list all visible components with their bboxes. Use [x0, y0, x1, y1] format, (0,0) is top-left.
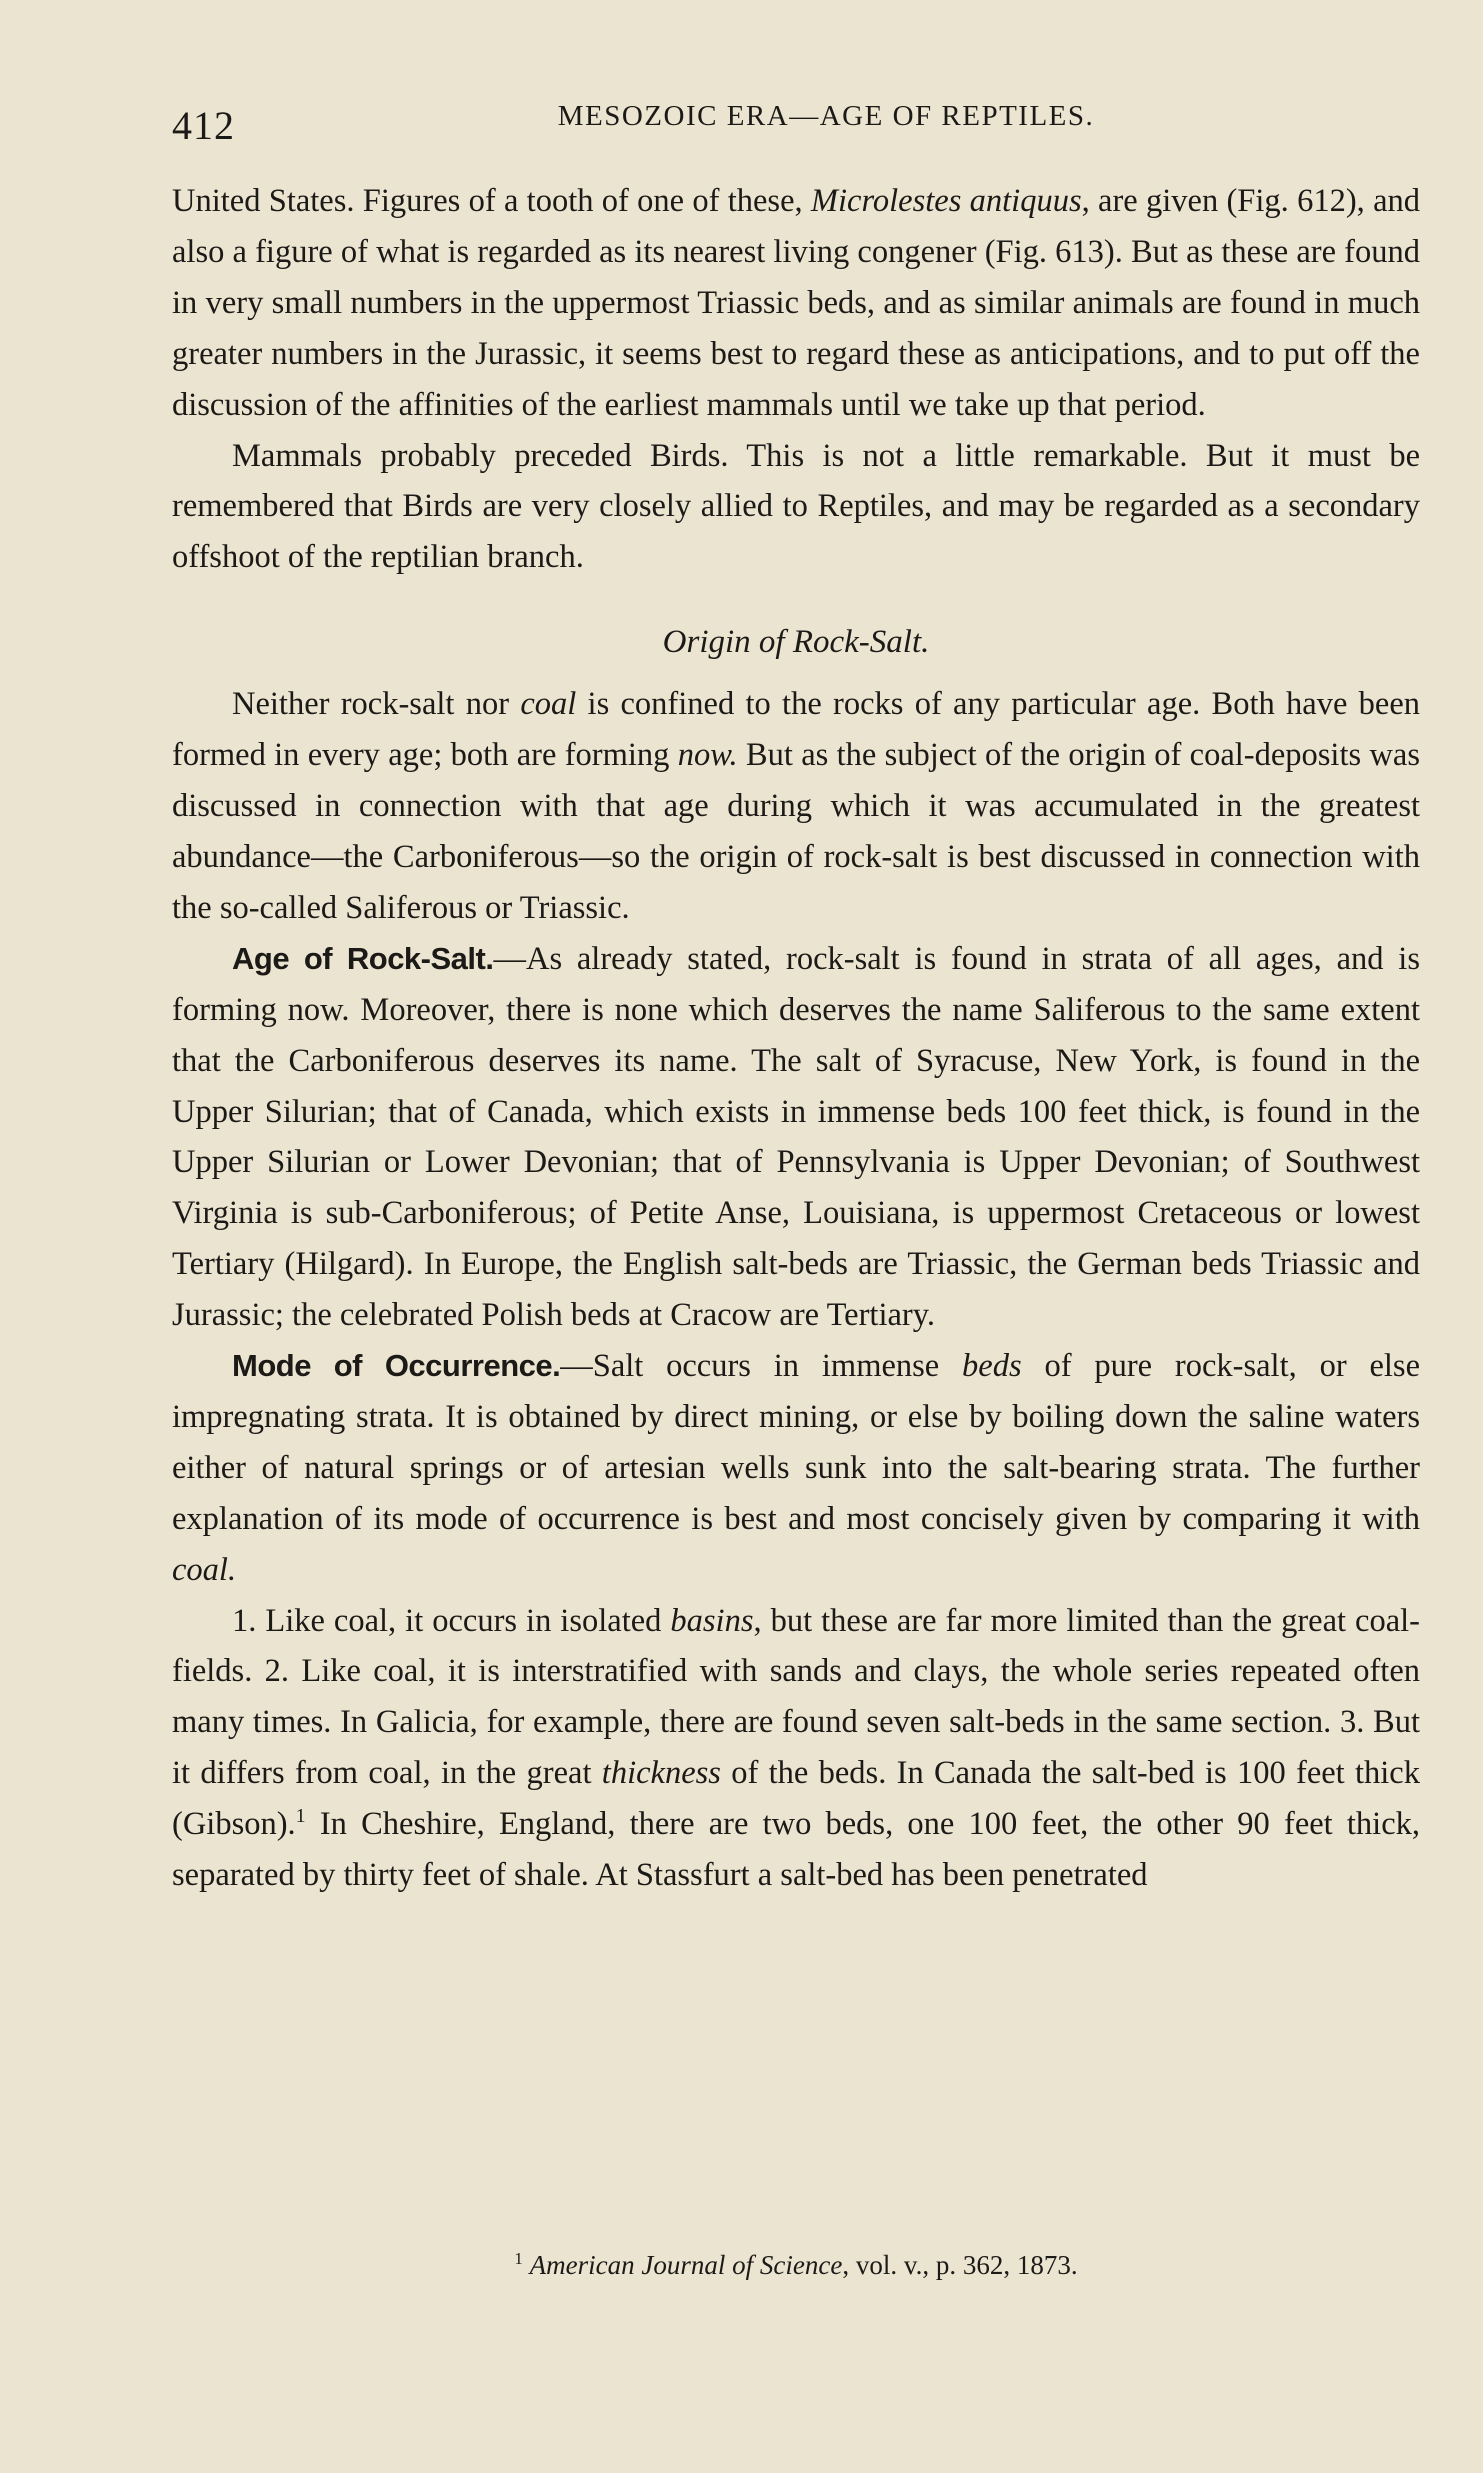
footnote-reference[interactable]: 1	[295, 1805, 306, 1828]
p6-text-c: of the beds. In Canada the salt-bed is 100 feet thick (Gibson).	[172, 1755, 1420, 1843]
footnote-marker: 1	[514, 2249, 523, 2268]
paragraph-1	[172, 176, 1420, 431]
paragraph-5	[172, 1341, 1420, 1596]
runin-heading-age: Age of Rock-Salt.	[232, 940, 494, 976]
p6-text-b: , but these are far more limited than the great coal-fields. 2. Like coal, it is interstratified with sands and clays, the whole series repeated often many times. In Galicia, for example, there are found seven salt-beds in the same section. 3. But it differs from coal, in the great	[172, 1602, 1420, 1792]
footnote-journal: American Journal of Science	[529, 2250, 843, 2280]
p4-text: —As already stated, rock-salt is found in strata of all ages, and is forming now. Moreover, there is none which deserves the name Saliferous to the same extent that the Carboniferous deserves its name. The salt of Syracuse, New York, is found in the Upper Silurian; that of Canada, which exists in immense beds 100 feet thick, is found in the Upper Silurian or Lower Devonian; that of Pennsylvania is Upper Devonian; of Southwest Virginia is sub-Carboniferous; of Petite Anse, Louisiana, is uppermost Cretaceous or lowest Tertiary (Hilgard). In Europe, the English salt-beds are Triassic, the German beds Triassic and Jurassic; the celebrated Polish beds at Cracow are Tertiary.	[172, 940, 1420, 1334]
p5-italic-coal: coal.	[172, 1551, 237, 1588]
page-number: 412	[172, 103, 235, 148]
footnote-citation: , vol. v., p. 362, 1873.	[842, 2250, 1078, 2280]
p6-text-a: 1. Like coal, it occurs in isolated	[232, 1602, 671, 1639]
paragraph-2: Mammals probably preceded Birds. This is not a little remarkable. But it must be remembered that Birds are very closely allied to Reptiles, and may be regarded as a secondary offshoot of the reptilian branch.	[172, 437, 1420, 576]
p5-italic-beds: beds	[962, 1348, 1022, 1385]
section-heading	[172, 617, 1420, 667]
p1-text-b: , are given (Fig. 612), and also a figure of what is regarded as its nearest living congener (Fig. 613). But as these are found in very small numbers in the uppermost Triassic beds, and as similar animals are found in much greater numbers in the Jurassic, it seems best to regard these as anticipations, and to put off the discussion of the affinities of the earliest mammals until we take up that period.	[172, 183, 1420, 423]
footnote	[172, 2245, 1420, 2285]
page-header	[172, 96, 1420, 146]
section-heading-b: Rock-Salt.	[792, 624, 930, 661]
p6-italic-basins: basins	[670, 1602, 754, 1639]
paragraph-4	[172, 934, 1420, 1341]
p5-text-a: —Salt occurs in immense	[560, 1348, 963, 1385]
section-heading-a: Origin of	[662, 624, 793, 661]
paragraph-3	[172, 679, 1420, 934]
p3-italic-coal: coal	[520, 686, 577, 723]
p3-italic-now: now.	[677, 737, 738, 774]
p1-species-name: Microlestes antiquus	[810, 183, 1082, 219]
body-text	[172, 176, 1420, 1901]
p6-italic-thickness: thickness	[601, 1755, 721, 1792]
p6-text-d: In Cheshire, England, there are two beds, one 100 feet, the other 90 feet thick, separated by thirty feet of shale. At Stassfurt a salt-bed has been penetrated	[172, 1806, 1420, 1894]
p1-text-a: United States. Figures of a tooth of one of these,	[172, 183, 811, 219]
p3-text-b: is confined to the rocks of any particular age. Both have been formed in every age; both are forming	[172, 686, 1420, 774]
p3-text-c: But as the subject of the origin of coal-deposits was discussed in connection with that age during which it was accumulated in the greatest abundance—the Carboniferous—so the origin of rock-salt is best discussed in connection with the so-called Saliferous or Triassic.	[172, 737, 1420, 926]
paragraph-6	[172, 1596, 1420, 1901]
runin-heading-mode: Mode of Occurrence.	[232, 1348, 561, 1384]
p3-text-a: Neither rock-salt nor	[232, 686, 521, 723]
p5-text-b: of pure rock-salt, or else impregnating strata. It is obtained by direct mining, or else by boiling down the saline waters either of natural springs or of artesian wells sunk into the salt-bearing strata. The further explanation of its mode of occurrence is best and most concisely given by comparing it with	[172, 1348, 1420, 1537]
running-head: MESOZOIC ERA—AGE OF REPTILES.	[557, 100, 1095, 132]
